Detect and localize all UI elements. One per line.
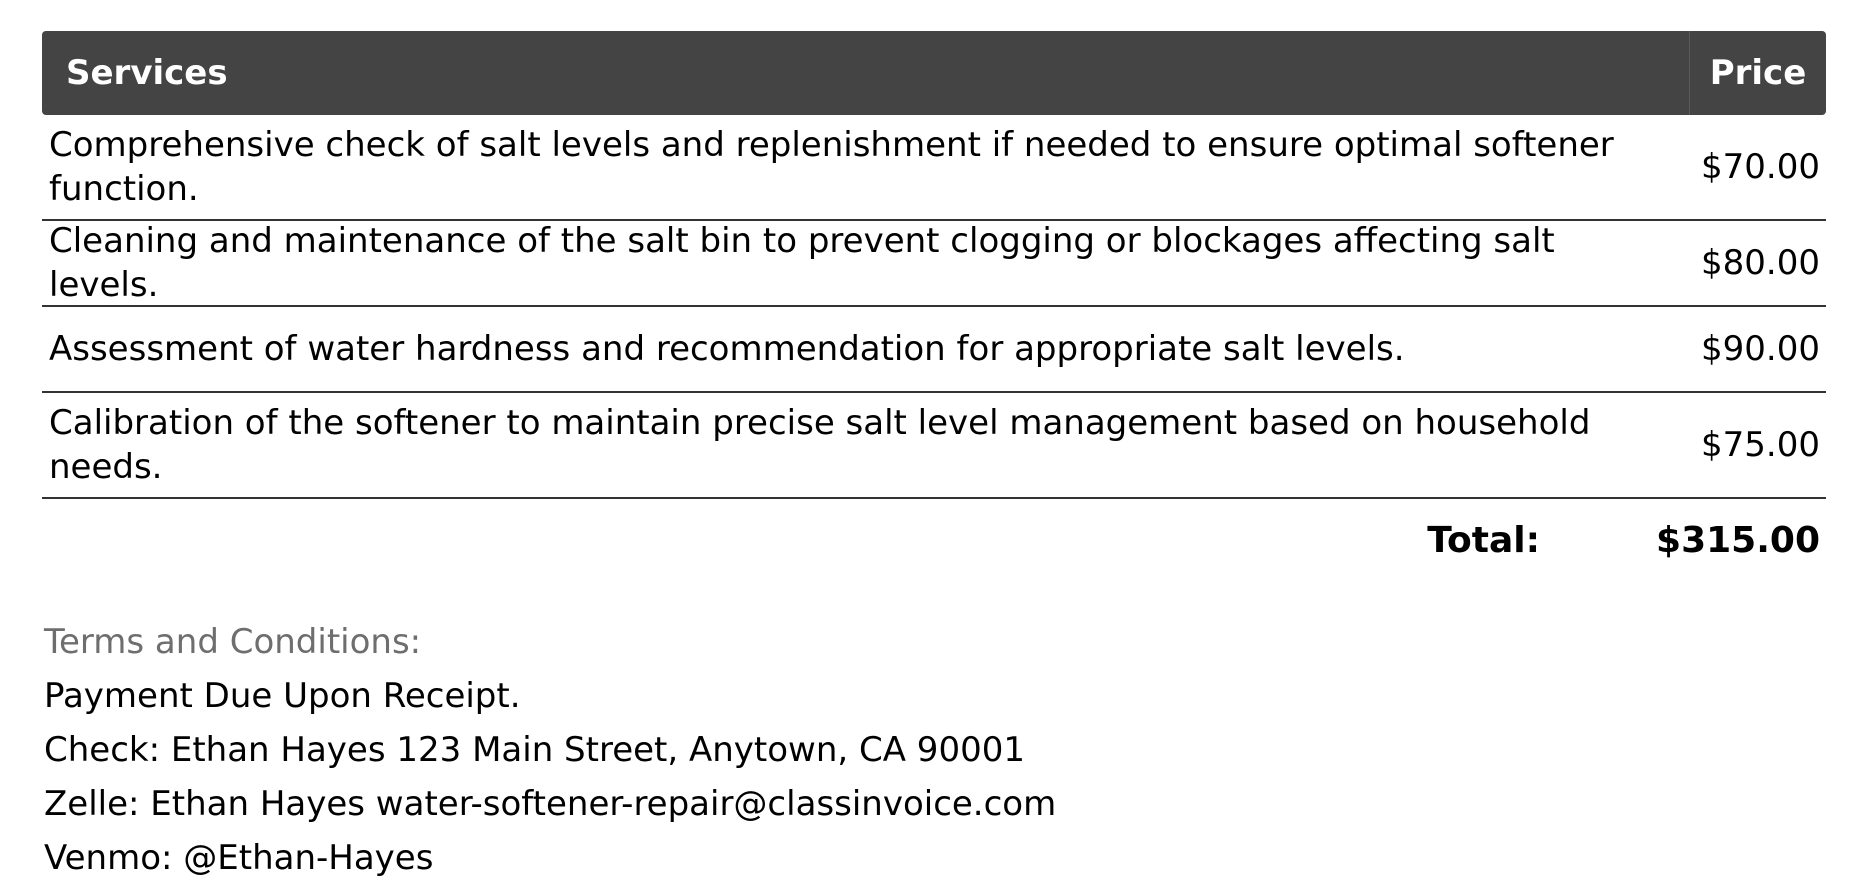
service-description: Cleaning and maintenance of the salt bin to prevent clogging or blockages affecting salt levels. xyxy=(49,221,1555,305)
table-header xyxy=(42,31,1826,115)
header-services: Services xyxy=(66,53,228,93)
table-row xyxy=(42,307,1826,393)
service-price: $90.00 xyxy=(1701,329,1820,369)
total-row xyxy=(42,499,1826,581)
table-row xyxy=(42,115,1826,221)
service-description: Calibration of the softener to maintain precise salt level management based on household needs. xyxy=(49,403,1591,487)
service-description: Assessment of water hardness and recommendation for appropriate salt levels. xyxy=(49,329,1405,369)
terms-title: Terms and Conditions: xyxy=(44,622,422,662)
terms-line: Payment Due Upon Receipt. xyxy=(44,676,521,716)
total-value: $315.00 xyxy=(1656,519,1820,561)
service-description: Comprehensive check of salt levels and replenishment if needed to ensure optimal softener function. xyxy=(49,125,1614,209)
total-label: Total: xyxy=(1427,519,1541,561)
service-price: $75.00 xyxy=(1701,425,1820,465)
table-row xyxy=(42,221,1826,307)
terms-line: Zelle: Ethan Hayes water-softener-repair@classinvoice.com xyxy=(44,784,1057,824)
terms-section xyxy=(44,615,1056,885)
services-table xyxy=(42,31,1826,581)
service-price: $80.00 xyxy=(1701,243,1820,283)
terms-line: Check: Ethan Hayes 123 Main Street, Anytown, CA 90001 xyxy=(44,730,1025,770)
header-price: Price xyxy=(1689,31,1826,115)
terms-line: Venmo: @Ethan-Hayes xyxy=(44,838,434,878)
service-price: $70.00 xyxy=(1701,147,1820,187)
table-row xyxy=(42,393,1826,499)
